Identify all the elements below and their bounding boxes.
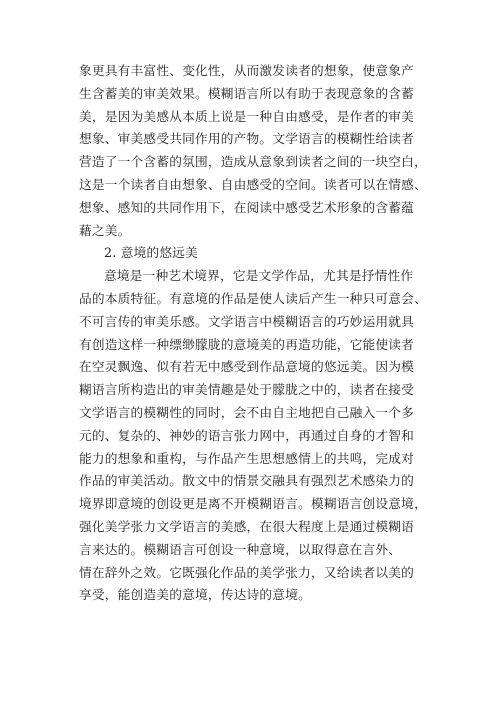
text-line: 藉之美。 <box>79 222 131 238</box>
text-line: 不可言传的审美乐感。文学语言中模糊语言的巧妙运用就具 <box>79 313 415 329</box>
text-line: 作品的审美活动。散文中的情景交融具有强烈艺术感染力的 <box>79 473 415 489</box>
text-line: 文学语言的模糊性的同时，会不由自主地把自己融入一个多 <box>79 405 415 420</box>
text-line: 言来达的。模糊语言可创设一种意境，以取得意在言外、 <box>79 541 402 557</box>
text-line: 象更具有丰富性、变化性，从而激发读者的想象，使意象产 <box>79 63 415 78</box>
text-line: 品的本质特征。有意境的作品是使人读后产生一种只可意会、 <box>79 291 427 306</box>
text-line: 在空灵飘逸、似有若无中感受到作品意境的悠远美。因为模 <box>79 359 415 375</box>
paragraph-first-line: 意境是一种艺术境界，它是文学作品，尤其是抒情性作 <box>104 268 414 284</box>
text-line: 能力的想象和重构，与作品产生思想感情上的共鸣，完成对 <box>79 450 415 466</box>
section-heading: 2. 意境的悠远美 <box>104 245 199 261</box>
text-line: 享受，能创造美的意境，传达诗的意境。 <box>79 587 311 603</box>
text-line: 情在辞外之效。它既强化作品的美学张力，又给读者以美的 <box>79 564 415 580</box>
text-line: 有创造这样一种缥缈朦胧的意境美的再造功能，它能使读者 <box>79 336 415 352</box>
text-line: 元的、复杂的、神妙的语言张力网中，再通过自身的才智和 <box>79 427 415 443</box>
text-line: 想象、审美感受共同作用的产物。文学语言的模糊性给读者 <box>79 131 415 147</box>
text-line: 境界即意境的创设更是离不开模糊语言。模糊语言创设意境， <box>79 496 427 512</box>
text-line: 营造了一个含蓄的氛围，造成从意象到读者之间的一块空白， <box>79 154 427 170</box>
text-line: 强化美学张力文学语言的美感，在很大程度上是通过模糊语 <box>79 519 415 534</box>
text-line: 生含蓄美的审美效果。模糊语言所以有助于表现意象的含蓄 <box>79 85 415 101</box>
text-line: 想象、感知的共同作用下，在阅读中感受艺术形象的含蓄蕴 <box>79 199 415 215</box>
text-line: 这是一个读者自由想象、自由感受的空间。读者可以在情感、 <box>79 177 427 192</box>
text-line: 美，是因为美感从本质上说是一种自由感受，是作者的审美 <box>79 108 415 124</box>
text-line: 糊语言所构造出的审美情趣是处于朦胧之中的，读者在接受 <box>79 382 415 398</box>
